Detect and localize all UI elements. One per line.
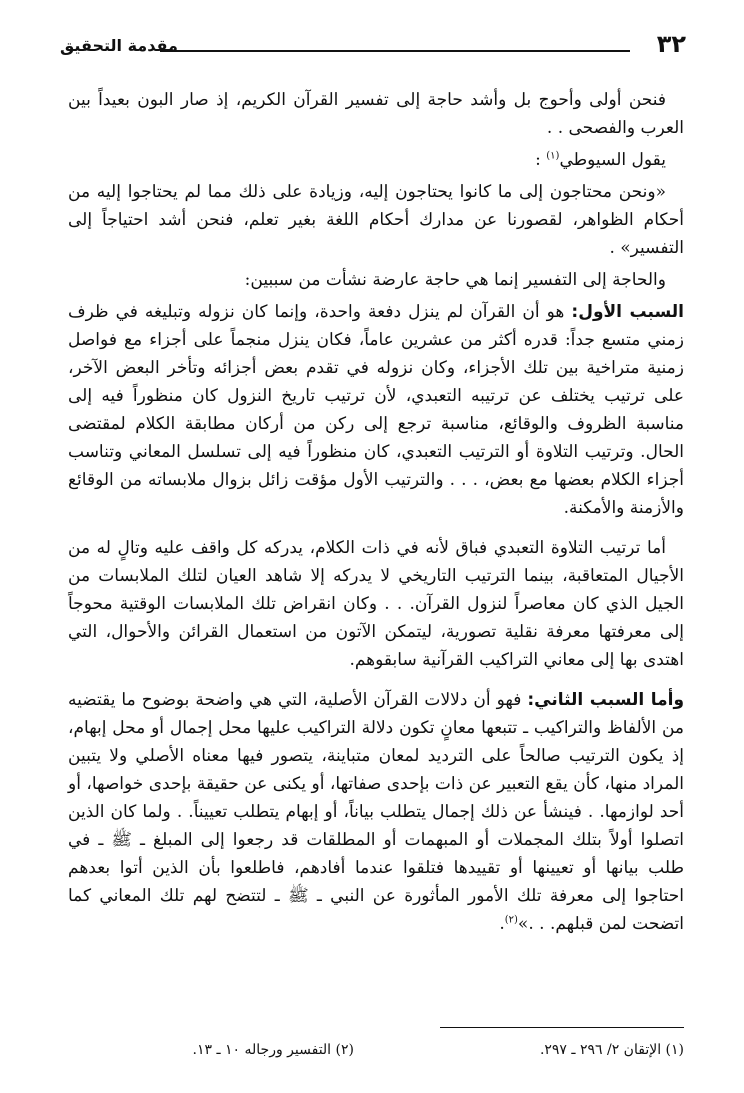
paragraph-second-reason: [68, 686, 684, 938]
second-reason-end: .: [499, 914, 505, 934]
first-reason-heading: السبب الأول:: [571, 302, 685, 322]
paragraph-1: فنحن أولى وأحوج بل وأشد حاجة إلى تفسير القرآن الكريم، إذ صار البون بعيداً بين العرب والفصحى . .: [68, 90, 684, 138]
second-reason-heading: وأما السبب الثاني:: [527, 690, 685, 710]
header-title: مقدمة التحقيق: [60, 36, 178, 55]
paragraph-first-reason: [68, 298, 684, 522]
footnote-ref-1: (١): [546, 150, 560, 162]
header-rule: [160, 50, 630, 52]
body-text: [68, 86, 684, 942]
paragraph-2-text: يقول السيوطي: [559, 150, 666, 170]
footnote-2: (٢) التفسير ورجاله ١٠ ـ ١٣.: [192, 1042, 354, 1058]
page-number: ٣٢: [656, 30, 686, 58]
footnote-rule: [440, 1027, 684, 1028]
paragraph-6: أما ترتيب التلاوة التعبدي فباق لأنه في ذات الكلام، يدركه كل واقف عليه وتالٍ له من الأجيال المتعاقبة، بينما الترتيب التاريخي لا يدركه إلا شاهد العيان لتلك الملابسات من الجيل الذي كان معاصراً لنزول القرآن. . . وكان انقراض تلك الملابسات الوقتية محوجاً إلى معرفتها معرفة نقلية تصورية، ليتمكن الآتون من استعمال القرائن والأحوال، التي اهتدى بها إلى معاني التراكيب القرآنية سابقوهم.: [68, 538, 684, 670]
footnote-ref-2: (٢): [504, 914, 518, 926]
paragraph-2: [68, 146, 684, 174]
first-reason-text: هو أن القرآن لم ينزل دفعة واحدة، وإنما كان نزوله وتبليغه في ظرف زمني متسع جداً: قدره أكثر من عشرين عاماً، فكان ينزل منجماً على أجزاء مع فواصل زمنية متراخية بين تلك الأجزاء، وكان نزوله في تقدم بعض أجزائه وتأخر البعض الآخر، على ترتيب يختلف عن ترتيبه التعبدي، لأن ترتيب تاريخ النزول كان منظوراً فيه إلى مناسبة الظروف والوقائع، مناسبة ترجع إلى ركن من أركان مطابقة الكلام لمقتضى الحال. وترتيب التلاوة أو الترتيب التعبدي، كان منظوراً فيه إلى تسلسل المعاني وتناسب أجزاء الكلام بعضها مع بعض، . . . والترتيب الأول مؤقت زائل بزوال ملابساته من الوقائع والأزمنة والأمكنة.: [68, 302, 684, 518]
page-header: [60, 32, 686, 60]
second-reason-text: فهو أن دلالات القرآن الأصلية، التي هي واضحة بوضوح ما يقتضيه من الألفاظ والتراكيب ـ تتبعها معانٍ تكون دلالة التراكيب عليها محل إجمال أو محل إبهام، إذ يكون الترتيب صالحاً على الترديد لمعان متباينة، يتصور فيها معناه الأصلي ولا يتبين المراد منها، كأن يقع التعبير عن ذات بإحدى صفاتها، أو يكنى عن حقيقة بإحدى خواصها، أو أحد لوازمها. . فينشأ عن ذلك إجمال يتطلب بياناً، أو إبهام يتطلب تعييناً. . ولما كان الذين اتصلوا أولاً بتلك المجملات أو المبهمات أو المطلقات قد رجعوا إلى المبلغ ـ ﷺ ـ في طلب بيانها أو تعيينها أو تقييدها فتلقوا عندما أفادهم، فاطلعوا بأن الذين أتوا بعدهم احتاجوا إلى معرفة تلك الأمور المأثورة عن النبي ـ ﷺ ـ لتتضح لهم تلك المعاني كما اتضحت لمن قبلهم. . .»: [68, 690, 684, 934]
paragraph-4: والحاجة إلى التفسير إنما هي حاجة عارضة نشأت من سببين:: [244, 270, 666, 290]
footnote-1: (١) الإتقان ٢/ ٢٩٦ ـ ٢٩٧.: [539, 1042, 684, 1058]
quote-paragraph: «ونحن محتاجون إلى ما كانوا يحتاجون إليه، وزيادة على ذلك مما لم يحتاجوا إليه من أحكام الظواهر، لقصورنا عن مدارك أحكام اللغة بغير تعلم، فنحن أشد احتياجاً إلى التفسير» .: [68, 182, 684, 258]
footnotes: [68, 1040, 684, 1064]
paragraph-2-end: :: [535, 150, 541, 170]
